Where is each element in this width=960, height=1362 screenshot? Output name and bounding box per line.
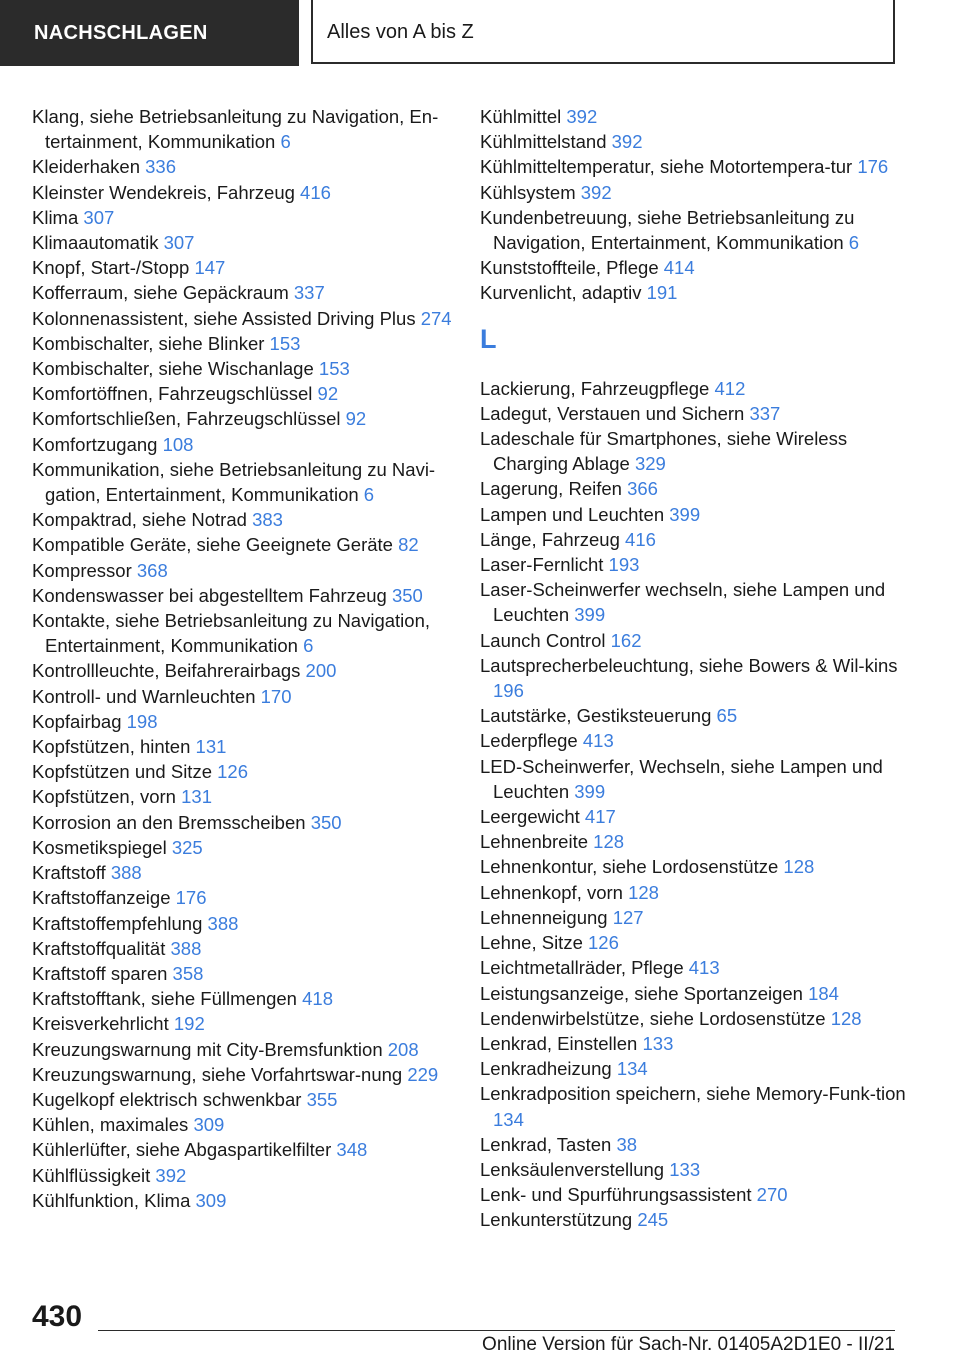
entry-term: Kühlflüssigkeit [32, 1164, 151, 1186]
entry-term: Lackierung, Fahrzeugpflege [480, 377, 710, 399]
index-entry [480, 930, 910, 955]
entry-term: Kosmetikspiegel [32, 836, 167, 858]
index-entry [32, 784, 462, 809]
entry-term: Kunststoffteile, Pflege [480, 257, 659, 279]
index-entry [32, 406, 462, 431]
index-group-k [480, 104, 910, 306]
index-entry [32, 1011, 462, 1036]
entry-term: Kondenswasser bei abgestelltem Fahrzeug [32, 584, 387, 606]
entry-term: Kühlen, maximales [32, 1114, 189, 1136]
entry-term: Kundenbetreuung, siehe Betriebsanleitung zu Navigation, Entertainment, Kommunikation [480, 206, 855, 254]
entry-term: Lagerung, Reifen [480, 478, 622, 500]
index-column-right [480, 104, 910, 1233]
index-entry [32, 154, 462, 179]
index-entry [32, 986, 462, 1011]
entry-page-link[interactable]: 196 [493, 680, 524, 702]
index-entry [480, 376, 910, 401]
entry-term: Komfortzugang [32, 433, 158, 455]
entry-term: Kolonnenassistent, siehe Assisted Driving Plus [32, 307, 416, 329]
index-entry [32, 255, 462, 280]
entry-term: Kühlfunktion, Klima [32, 1189, 191, 1211]
entry-term: Lendenwirbelstütze, siehe Lordosenstütze [480, 1007, 826, 1029]
index-entry [480, 1006, 910, 1031]
entry-term: Klimaautomatik [32, 232, 159, 254]
entry-term: Kontroll- und Warnleuchten [32, 685, 256, 707]
entry-term: LED-Scheinwerfer, Wechseln, siehe Lampen und Leuchten [480, 755, 883, 802]
entry-term: Laser-Fernlicht [480, 554, 604, 576]
entry-term: Lenk- und Spurführungsassistent [480, 1184, 752, 1206]
entry-term: Lenkrad, Einstellen [480, 1032, 638, 1054]
entry-page-link[interactable]: 126 [588, 932, 619, 954]
entry-term: Leistungsanzeige, siehe Sportanzeigen [480, 982, 803, 1004]
entry-term: Kühlsystem [480, 181, 576, 203]
index-entry [480, 653, 910, 703]
entry-page-link[interactable]: 414 [663, 257, 695, 279]
index-entry [480, 1031, 910, 1056]
entry-term: Kontakte, siehe Betriebsanleitung zu Navigation, Entertainment, Kommunikation [32, 610, 431, 657]
index-entry [480, 552, 910, 577]
entry-page-link[interactable]: 200 [305, 660, 337, 682]
entry-page-link[interactable]: 350 [391, 584, 423, 606]
index-entry [480, 804, 910, 829]
index-entry [32, 457, 462, 507]
index-entry [32, 608, 462, 658]
entry-term: Kreuzungswarnung, siehe Vorfahrtswar-nung [32, 1063, 403, 1085]
entry-page-link[interactable]: 127 [612, 906, 644, 928]
index-entry [32, 734, 462, 759]
entry-term: Kleinster Wendekreis, Fahrzeug [32, 181, 295, 203]
entry-page-link[interactable]: 383 [252, 509, 283, 531]
entry-term: Ladegut, Verstauen und Sichern [480, 402, 745, 424]
entry-page-link[interactable]: 337 [293, 282, 325, 304]
entry-page-link[interactable]: 413 [688, 957, 720, 979]
entry-page-link[interactable]: 153 [269, 332, 301, 354]
entry-term: Lehnenbreite [480, 831, 589, 853]
entry-page-link[interactable]: 358 [172, 962, 204, 984]
index-entry [32, 381, 462, 406]
entry-page-link[interactable]: 229 [407, 1063, 439, 1085]
index-entry [480, 280, 910, 305]
index-entry [480, 1081, 910, 1131]
entry-term: Kommunikation, siehe Betriebsanleitung zu Navi-gation, Entertainment, Kommunikation [32, 458, 436, 506]
entry-term: Länge, Fahrzeug [480, 528, 620, 550]
entry-page-link[interactable]: 126 [217, 761, 248, 783]
entry-page-link[interactable]: 147 [194, 257, 226, 279]
entry-page-link[interactable]: 162 [610, 629, 642, 651]
entry-page-link[interactable]: 92 [345, 408, 367, 430]
entry-term: Lampen und Leuchten [480, 503, 665, 525]
entry-page-link[interactable]: 131 [195, 736, 227, 758]
entry-page-link[interactable]: 208 [387, 1038, 419, 1060]
entry-term: Kraftstoff sparen [32, 962, 168, 984]
entry-term: Lautsprecherbeleuchtung, siehe Bowers & Wil-kins [480, 654, 898, 676]
index-entry [32, 432, 462, 457]
index-entry [480, 981, 910, 1006]
entry-page-link[interactable]: 192 [173, 1013, 205, 1035]
entry-page-link[interactable]: 416 [625, 528, 656, 550]
entry-term: Lenkunterstützung [480, 1209, 633, 1231]
entry-page-link[interactable]: 388 [170, 937, 202, 959]
index-column-left [32, 104, 462, 1213]
entry-page-link[interactable]: 399 [574, 780, 606, 802]
entry-term: Leergewicht [480, 806, 580, 828]
index-entry [32, 885, 462, 910]
section-tab: NACHSCHLAGEN [0, 0, 299, 66]
entry-page-link[interactable]: 413 [582, 730, 614, 752]
entry-term: Klima [32, 206, 79, 228]
entry-page-link[interactable]: 325 [171, 836, 203, 858]
index-entry [32, 280, 462, 305]
index-entry [32, 1037, 462, 1062]
entry-page-link[interactable]: 128 [593, 831, 625, 853]
section-letter: L [480, 323, 497, 354]
entry-term: Lehnenkopf, vorn [480, 881, 623, 903]
index-entry [32, 558, 462, 583]
index-entry [32, 507, 462, 532]
entry-page-link[interactable]: 128 [830, 1007, 862, 1029]
entry-page-link[interactable]: 153 [318, 358, 350, 380]
entry-page-link[interactable]: 6 [363, 484, 375, 506]
index-entry [32, 936, 462, 961]
index-entry [32, 583, 462, 608]
footer-version: Online Version für Sach-Nr. 01405A2D1E0 - II/21 [482, 1334, 895, 1355]
entry-term: Kleiderhaken [32, 156, 140, 178]
entry-term: Kopfstützen, vorn [32, 786, 176, 808]
entry-page-link[interactable]: 392 [566, 106, 598, 127]
entry-page-link[interactable]: 270 [756, 1184, 788, 1206]
entry-term: Lenksäulenverstellung [480, 1158, 665, 1180]
entry-term: Korrosion an den Bremsscheiben [32, 811, 306, 833]
entry-term: Kopfairbag [32, 710, 122, 732]
entry-page-link[interactable]: 133 [642, 1032, 674, 1054]
page-number: 430 [32, 1300, 83, 1333]
index-entry [480, 180, 910, 205]
index-entry [480, 154, 910, 179]
entry-term: Kontrollleuchte, Beifahrerairbags [32, 660, 301, 682]
entry-term: Kurvenlicht, adaptiv [480, 282, 642, 304]
entry-term: Kraftstoff [32, 862, 106, 884]
entry-page-link[interactable]: 355 [306, 1088, 338, 1110]
entry-term: Kombischalter, siehe Wischanlage [32, 358, 314, 380]
index-entry [480, 728, 910, 753]
entry-page-link[interactable]: 134 [616, 1058, 648, 1080]
entry-page-link[interactable]: 170 [260, 685, 292, 707]
index-entry [32, 104, 462, 154]
index-entry [480, 854, 910, 879]
index-entry [32, 835, 462, 860]
entry-term: Kraftstoffqualität [32, 937, 166, 959]
index-entry [32, 1062, 462, 1087]
entry-term: Kühlmitteltemperatur, siehe Motortempera-tur [480, 156, 853, 178]
entry-term: Kompatible Geräte, siehe Geeignete Geräte [32, 534, 393, 556]
index-entry [480, 255, 910, 280]
entry-page-link[interactable]: 6 [848, 232, 860, 254]
entry-term: Komfortöffnen, Fahrzeugschlüssel [32, 383, 313, 405]
index-entry [32, 759, 462, 784]
entry-term: Kühlmittel [480, 106, 562, 127]
entry-page-link[interactable]: 134 [493, 1108, 524, 1130]
entry-term: Kraftstoffanzeige [32, 887, 171, 909]
entry-term: Ladeschale für Smartphones, siehe Wireless Charging Ablage [480, 428, 848, 475]
page-header [0, 0, 960, 66]
entry-page-link[interactable]: 6 [303, 635, 314, 657]
entry-term: Lenkradheizung [480, 1058, 612, 1080]
entry-term: Lenkrad, Tasten [480, 1133, 612, 1155]
index-entry [32, 331, 462, 356]
entry-page-link[interactable]: 416 [300, 181, 331, 203]
entry-term: Leichtmetallräder, Pflege [480, 957, 684, 979]
entry-page-link[interactable]: 350 [310, 811, 342, 833]
index-entry [480, 829, 910, 854]
entry-page-link[interactable]: 191 [646, 282, 678, 304]
entry-page-link[interactable]: 176 [857, 156, 889, 178]
index-entry [32, 230, 462, 255]
entry-term: Launch Control [480, 629, 606, 651]
entry-page-link[interactable]: 92 [317, 383, 339, 405]
entry-term: Knopf, Start-/Stopp [32, 257, 190, 279]
index-entry [32, 180, 462, 205]
entry-term: Lehne, Sitze [480, 932, 583, 954]
index-entry [480, 1182, 910, 1207]
entry-page-link[interactable]: 309 [195, 1189, 227, 1211]
index-entry [32, 1137, 462, 1162]
entry-term: Kugelkopf elektrisch schwenkbar [32, 1088, 302, 1110]
index-entry [32, 709, 462, 734]
entry-page-link[interactable]: 65 [716, 705, 738, 727]
entry-page-link[interactable]: 128 [783, 856, 815, 878]
entry-term: Kofferraum, siehe Gepäckraum [32, 282, 289, 304]
index-entry [32, 1163, 462, 1188]
entry-page-link[interactable]: 82 [398, 534, 419, 556]
index-entry [32, 1112, 462, 1137]
entry-term: Kraftstofftank, siehe Füllmengen [32, 988, 297, 1010]
entry-term: Klang, siehe Betriebsanleitung zu Navigation, En-tertainment, Kommunikation [32, 106, 439, 153]
index-entry [480, 205, 910, 255]
index-entry [32, 306, 462, 331]
index-entry [480, 880, 910, 905]
entry-page-link[interactable]: 399 [574, 604, 606, 626]
entry-page-link[interactable]: 392 [155, 1164, 187, 1186]
entry-page-link[interactable]: 337 [749, 402, 781, 424]
index-entry [480, 905, 910, 930]
entry-page-link[interactable]: 108 [162, 433, 194, 455]
entry-page-link[interactable]: 133 [669, 1158, 701, 1180]
index-entry [480, 426, 910, 476]
index-entry [480, 502, 910, 527]
entry-page-link[interactable]: 307 [163, 232, 195, 254]
index-entry [32, 1188, 462, 1213]
index-entry [32, 911, 462, 936]
index-entry [480, 1157, 910, 1182]
entry-page-link[interactable]: 176 [175, 887, 207, 909]
entry-term: Lehnenneigung [480, 906, 608, 928]
entry-term: Laser-Scheinwerfer wechseln, siehe Lampen und Leuchten [480, 579, 886, 626]
entry-page-link[interactable]: 198 [126, 710, 158, 732]
entry-page-link[interactable]: 184 [808, 982, 839, 1004]
index-entry [480, 527, 910, 552]
entry-page-link[interactable]: 245 [637, 1209, 669, 1231]
index-entry [32, 961, 462, 986]
index-entry [32, 684, 462, 709]
index-entry [480, 577, 910, 627]
index-entry [480, 1207, 910, 1232]
chapter-title: Alles von A bis Z [311, 0, 895, 64]
index-entry [32, 810, 462, 835]
entry-term: Kraftstoffempfehlung [32, 912, 203, 934]
entry-page-link[interactable]: 348 [336, 1139, 368, 1161]
index-entry [480, 401, 910, 426]
entry-page-link[interactable]: 193 [608, 554, 640, 576]
entry-page-link[interactable]: 418 [302, 988, 333, 1010]
entry-page-link[interactable]: 309 [193, 1114, 225, 1136]
index-entry [480, 129, 910, 154]
entry-term: Kompaktrad, siehe Notrad [32, 509, 247, 531]
entry-page-link[interactable]: 368 [136, 559, 168, 581]
index-entry [32, 356, 462, 381]
index-entry [480, 104, 910, 129]
entry-page-link[interactable]: 336 [145, 156, 177, 178]
entry-term: Lenkradposition speichern, siehe Memory-Funk-tion [480, 1083, 906, 1105]
footer-divider [98, 1330, 895, 1331]
entry-page-link[interactable]: 392 [580, 181, 612, 203]
entry-page-link[interactable]: 6 [280, 131, 291, 153]
index-entry [480, 754, 910, 804]
entry-term: Kompressor [32, 559, 132, 581]
entry-page-link[interactable]: 392 [611, 131, 643, 153]
entry-term: Kombischalter, siehe Blinker [32, 332, 265, 354]
entry-term: Kopfstützen, hinten [32, 736, 191, 758]
entry-page-link[interactable]: 366 [627, 478, 658, 500]
entry-page-link[interactable]: 274 [420, 307, 452, 329]
entry-page-link[interactable]: 128 [628, 881, 659, 903]
entry-page-link[interactable]: 38 [616, 1133, 638, 1155]
entry-term: Kopfstützen und Sitze [32, 761, 212, 783]
entry-page-link[interactable]: 388 [110, 862, 142, 884]
entry-page-link[interactable]: 307 [83, 206, 115, 228]
entry-term: Kühlerlüfter, siehe Abgaspartikelfilter [32, 1139, 332, 1161]
entry-term: Lehnenkontur, siehe Lordosenstütze [480, 856, 779, 878]
entry-page-link[interactable]: 417 [584, 806, 616, 828]
entry-term: Kühlmittelstand [480, 131, 607, 153]
index-entry [32, 860, 462, 885]
index-group-l [480, 376, 910, 1233]
index-entry [32, 532, 462, 557]
entry-page-link[interactable]: 399 [669, 503, 701, 525]
index-entry [480, 955, 910, 980]
entry-page-link[interactable]: 131 [181, 786, 212, 808]
entry-page-link[interactable]: 412 [714, 377, 746, 399]
index-entry [480, 476, 910, 501]
entry-term: Kreisverkehrlicht [32, 1013, 169, 1035]
entry-term: Kreuzungswarnung mit City-Bremsfunktion [32, 1038, 383, 1060]
entry-page-link[interactable]: 388 [207, 912, 239, 934]
index-entry [32, 1087, 462, 1112]
entry-term: Lautstärke, Gestiksteuerung [480, 705, 712, 727]
index-entry [32, 658, 462, 683]
index-entry [480, 703, 910, 728]
index-entry [32, 205, 462, 230]
entry-term: Komfortschließen, Fahrzeugschlüssel [32, 408, 341, 430]
entry-term: Lederpflege [480, 730, 578, 752]
entry-page-link[interactable]: 329 [634, 453, 666, 475]
index-entry [480, 1056, 910, 1081]
index-entry [480, 628, 910, 653]
index-entry [480, 1132, 910, 1157]
